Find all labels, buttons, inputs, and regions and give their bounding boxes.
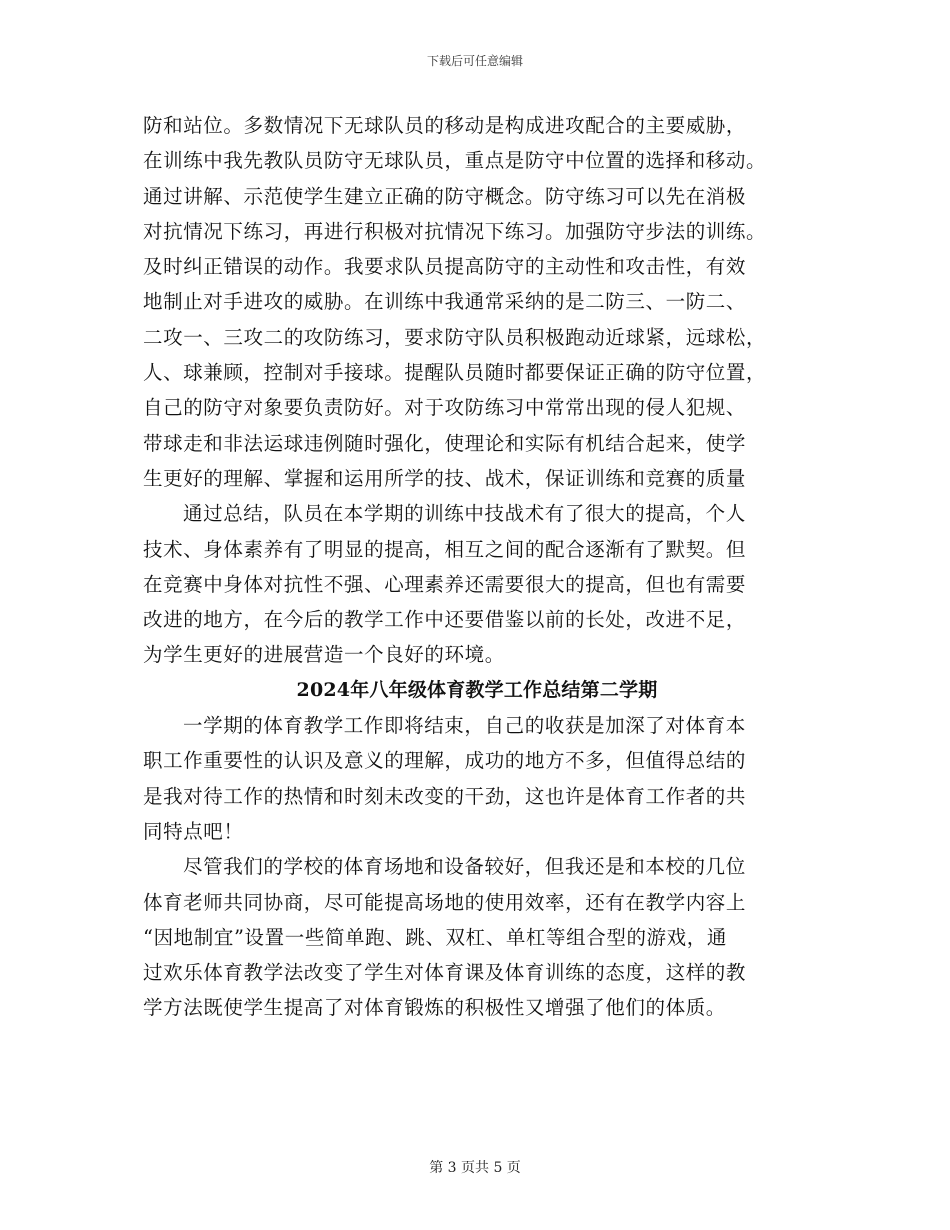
text-line: 学方法既使学生提高了对体育锻炼的积极性又增强了他们的体质。 xyxy=(143,996,726,1020)
text-line: 通过总结，队员在本学期的训练中技战术有了很大的提高，个人 xyxy=(183,502,746,526)
text-line: 职工作重要性的认识及意义的理解，成功的地方不多，但值得总结的 xyxy=(143,749,747,773)
paragraph-intro xyxy=(143,708,811,849)
text-line: 过欢乐体育教学法改变了学生对体育课及体育训练的态度，这样的教 xyxy=(143,961,747,985)
text-line: 防和站位。多数情况下无球队员的移动是构成进攻配合的主要威胁， xyxy=(143,114,747,137)
paragraph-continuation xyxy=(143,108,811,496)
text-line: 及时纠正错误的动作。我要求队员提高防守的主动性和攻击性，有效 xyxy=(143,255,747,279)
text-line: 在竞赛中身体对抗性不强、心理素养还需要很大的提高，但也有需要 xyxy=(143,572,747,596)
text-line: 自己的防守对象要负责防好。对于攻防练习中常常出现的侵人犯规、 xyxy=(143,396,747,420)
text-line: 在训练中我先教队员防守无球队员，重点是防守中位置的选择和移动。 xyxy=(143,149,767,173)
text-line: 通过讲解、示范使学生建立正确的防守概念。防守练习可以先在消极 xyxy=(143,184,747,208)
text-line: 对抗情况下练习，再进行积极对抗情况下练习。加强防守步法的训练。 xyxy=(143,219,767,243)
section-title: 2024年八年级体育教学工作总结第二学期 xyxy=(296,678,658,701)
text-line: 是我对待工作的热情和时刻未改变的干劲，这也许是体育工作者的共 xyxy=(143,784,747,808)
text-line: 技术、身体素养有了明显的提高，相互之间的配合逐渐有了默契。但 xyxy=(143,537,747,561)
text-line: 带球走和非法运球违例随时强化，使理论和实际有机结合起来，使学 xyxy=(143,431,747,455)
paragraph-facilities xyxy=(143,849,811,1025)
text-line: 人、球兼顾，控制对手接球。提醒队员随时都要保证正确的防守位置， xyxy=(143,361,767,385)
text-line: 一学期的体育教学工作即将结束，自己的收获是加深了对体育本 xyxy=(183,714,746,738)
text-line: 地制止对手进攻的威胁。在训练中我通常采纳的是二防三、一防二、 xyxy=(143,290,747,314)
text-line: 为学生更好的进展营造一个良好的环境。 xyxy=(143,643,505,667)
page-number: 第 3 页共 5 页 xyxy=(429,1160,521,1176)
text-line: 改进的地方，在今后的教学工作中还要借鉴以前的长处，改进不足， xyxy=(143,608,747,632)
text-line: “因地制宜”设置一些简单跑、跳、双杠、单杠等组合型的游戏，通 xyxy=(143,925,727,949)
text-line: 尽管我们的学校的体育场地和设备较好，但我还是和本校的几位 xyxy=(183,855,746,879)
text-line: 体育老师共同协商，尽可能提高场地的使用效率，还有在教学内容上 xyxy=(143,890,747,914)
text-line: 生更好的理解、掌握和运用所学的技、战术，保证训练和竞赛的质量 xyxy=(143,466,747,490)
document-body xyxy=(143,108,811,1026)
page-header: 下载后可任意编辑 xyxy=(426,54,523,68)
text-line: 二攻一、三攻二的攻防练习，要求防守队员积极跑动近球紧，远球松， xyxy=(143,325,767,349)
paragraph-summary xyxy=(143,496,811,672)
text-line: 同特点吧！ xyxy=(143,819,244,843)
